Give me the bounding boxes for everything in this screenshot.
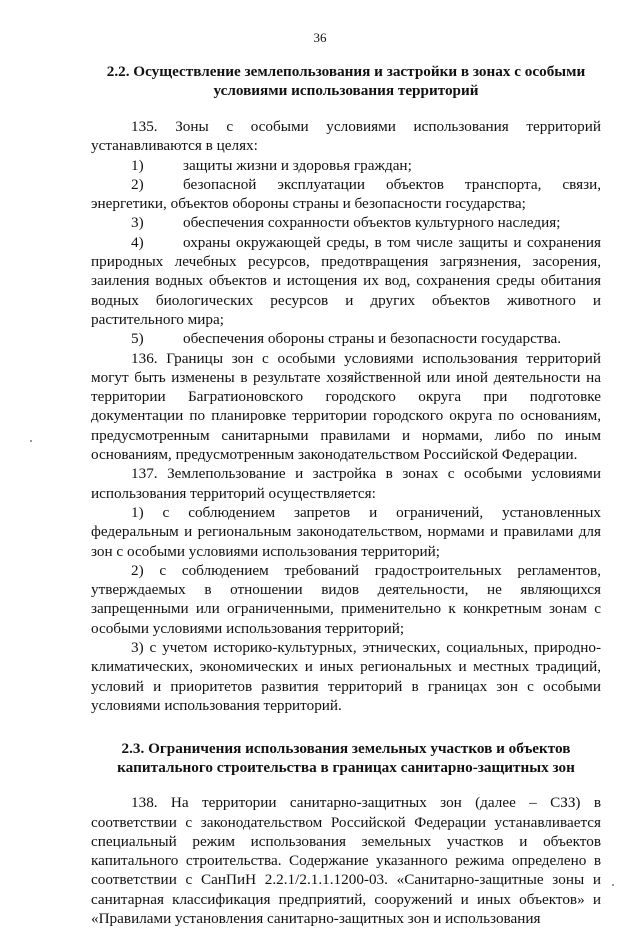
list-item-number: 1) (131, 156, 144, 174)
page-content (91, 62, 601, 928)
list-item-number: 3) (131, 214, 144, 232)
list-item-137-1: 1) с соблюдением запретов и ограничений, установленных федеральным и региональным законодательством, нормами и правилами для зон с особыми условиями использования территорий; (91, 503, 601, 560)
section-heading-2-3: 2.3. Ограничения использования земельных участков и объектов капитального строительства в границах санитарно-защитных зон (117, 740, 575, 777)
paragraph-136: 136. Границы зон с особыми условиями использования территорий могут быть изменены в результате хозяйственной или иной деятельности на территории Багратионовского городского округа при подготовке документации по планировке территории городского округа по основаниям, предусмотренным санитарными правилами и нормами, либо по иным основаниям, предусмотренным законодательством Российской Федерации. (91, 349, 601, 464)
section-heading-2-2: 2.2. Осуществление землепользования и застройки в зонах с особыми условиями использования территорий (106, 63, 586, 99)
list-item-text: охраны окружающей среды, в том числе защиты и сохранения природных лечебных ресурсов, предотвращения загрязнения, засорения, заиления водных объектов и истощения их вод, сохранения среды обитания водных биологических ресурсов и других объектов животного и растительного мира; (91, 233, 601, 328)
list-item-135-2 (91, 175, 601, 214)
list-item-text: безопасной эксплуатации объектов транспорта, связи, энергетики, объектов обороны страны и безопасности государства; (91, 175, 601, 213)
list-item-number: 5) (131, 330, 144, 348)
paragraph-138: 138. На территории санитарно-защитных зон (далее – СЗЗ) в соответствии с законодательством Российской Федерации устанавливается специальный режим использования земельных участков и объектов капитального строительства. Содержание указанного режима определено в соответствии с СанПиН 2.2.1/2.1.1.1200-03. «Санитарно-защитные зоны и санитарная классификация предприятий, сооружений и иных объектов» и «Правилами установления санитарно-защитных зон и использования (91, 794, 601, 927)
list-item-text: защиты жизни и здоровья граждан; (183, 156, 412, 174)
scan-speck (30, 440, 32, 442)
list-item-135-4 (91, 233, 601, 329)
paragraph-135-intro: 135. Зоны с особыми условиями использования территорий устанавливаются в целях: (91, 118, 601, 155)
list-item-137-3: 3) с учетом историко-культурных, этнических, социальных, природно-климатических, экономических и иных региональных и местных традиций, условий и приоритетов развития территорий в границах зон с особыми условиями использования территорий. (91, 639, 601, 714)
scan-speck (612, 884, 614, 886)
list-item-text: обеспечения сохранности объектов культурного наследия; (183, 214, 561, 232)
paragraph-137-intro: 137. Землепользование и застройка в зонах с особыми условиями использования территорий осуществляется: (91, 465, 601, 502)
list-item-135-5 (91, 329, 601, 348)
list-item-135-3 (91, 213, 601, 232)
list-item-text: обеспечения обороны страны и безопасности государства. (183, 330, 561, 348)
page-number: 36 (313, 30, 327, 45)
list-item-137-2: 2) с соблюдением требований градостроительных регламентов, утверждаемых в отношении видов деятельности, не являющихся запрещенными или ограниченными, применительно к конкретным зонам с особыми условиями использования территорий; (91, 561, 601, 637)
list-item-number: 4) (131, 233, 144, 251)
list-item-number: 2) (131, 175, 144, 193)
list-item-135-1 (91, 156, 601, 175)
